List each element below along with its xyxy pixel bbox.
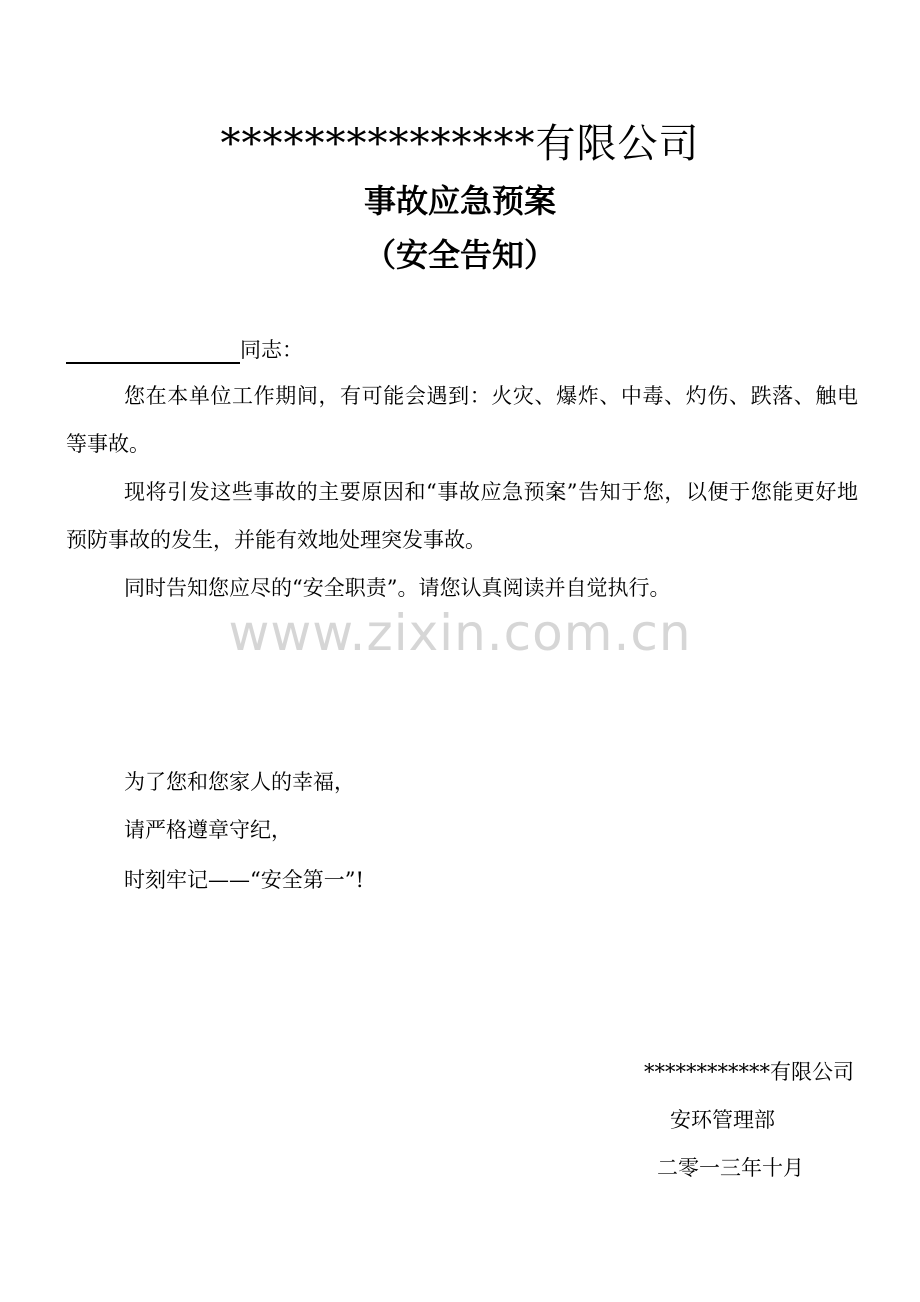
signature-company: ************有限公司 bbox=[644, 1060, 854, 1084]
document-subtitle: （安全告知） bbox=[363, 236, 556, 274]
salutation-suffix: 同志： bbox=[240, 338, 303, 362]
slogan-line: 时刻牢记——“安全第一”! bbox=[124, 868, 364, 892]
salutation bbox=[66, 334, 303, 364]
document-title: 事故应急预案 bbox=[363, 182, 556, 220]
name-blank-line bbox=[66, 340, 240, 364]
company-title: ***************有限公司 bbox=[220, 121, 700, 167]
slogan-line: 为了您和您家人的幸福， bbox=[124, 770, 355, 794]
signature-date: 二零一三年十月 bbox=[657, 1156, 804, 1180]
body-paragraph: 同时告知您应尽的“安全职责”。请您认真阅读并自觉执行。 bbox=[124, 576, 671, 600]
slogan-line: 请严格遵章守纪， bbox=[124, 818, 292, 842]
watermark: www.zixin.com.cn bbox=[228, 604, 692, 662]
signature-department: 安环管理部 bbox=[670, 1108, 775, 1132]
body-paragraph: 现将引发这些事故的主要原因和“事故应急预案”告知于您，以便于您能更好地预防事故的发生，并能有效地处理突发事故。 bbox=[66, 480, 858, 552]
body-paragraph: 您在本单位工作期间，有可能会遇到：火灾、爆炸、中毒、灼伤、跌落、触电等事故。 bbox=[66, 384, 858, 456]
